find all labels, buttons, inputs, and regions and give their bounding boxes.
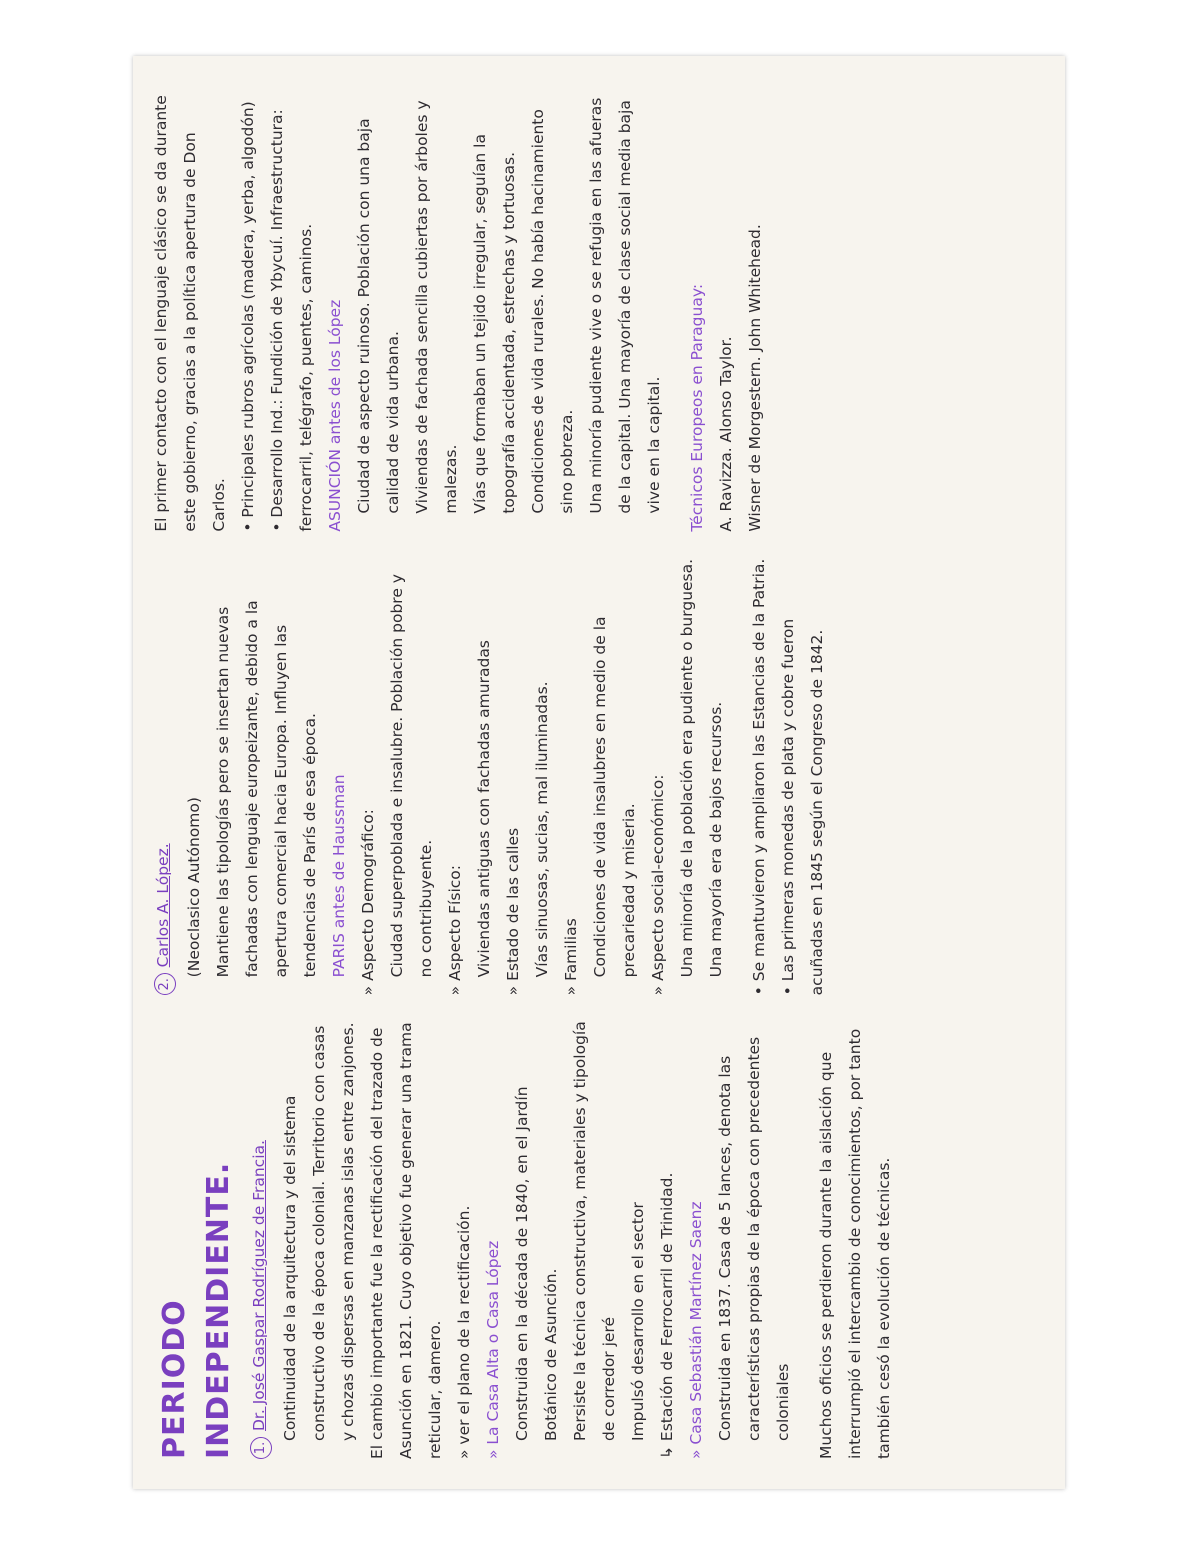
section-1-paragraph-3: » ver el plano de la rectificación. (455, 1205, 473, 1459)
tecnicos-text-2: Wisner de Morgestern. John Whitehead. (746, 224, 764, 532)
streets-text: Vías sinuosas, sucias, mal iluminadas. (533, 681, 551, 978)
asuncion-text-1: Ciudad de aspecto ruinoso. Población con una baja calidad de vida urbana. (355, 118, 402, 514)
streets-label: » Estado de las calles (504, 827, 522, 996)
oficios-text: Muchos oficios se perdieron durante la aislación que interrumpió el intercambio de conocimientos, por tanto también cesó la evolución de técnicas. (817, 1028, 893, 1459)
page-title: PERIODO INDEPENDIENTE. (157, 1161, 236, 1459)
section-1-name: Dr. José Gaspar Rodríguez de Francia. (250, 1140, 268, 1431)
asuncion-heading: ASUNCIÓN antes de los López (326, 299, 344, 532)
section-2-bullet-2: • Las primeras monedas de plata y cobre fueron acuñadas en 1845 según el Congreso de 1842. (779, 618, 826, 996)
families-text: Condiciones de vida insalubres en medio de la precariedad y miseria. (591, 616, 638, 978)
demographic-label: » Aspecto Demográfico: (359, 809, 377, 996)
tecnicos-text-1: A. Ravizza. Alonso Taylor. (717, 336, 735, 532)
section-2-name: Carlos A. López. (154, 843, 172, 968)
casa-alta-text-2: Persiste la técnica constructiva, materiales y tipología de corredor jeré (571, 1021, 618, 1441)
asuncion-text-3: Vías que formaban un tejido irregular, seguían la topografía accidentada, estrechas y tortuosas. (471, 134, 518, 514)
families-label: » Familias (562, 918, 580, 996)
section-1-paragraph-1: Continuidad de la arquitectura y del sistema constructivo de la época colonial. Territorio con casas y chozas dispersas en manzanas islas entre zanjones. (281, 1022, 357, 1441)
casa-alta-heading: » La Casa Alta o Casa López (484, 1240, 502, 1459)
column-3 (147, 90, 1055, 532)
section-number-badge: 1. (250, 1437, 272, 1459)
paris-heading: PARIS antes de Haussman (330, 774, 348, 978)
physical-label: » Aspecto Físico: (446, 865, 464, 996)
social-text: Una minoría de la población era pudiente o burguesa. Una mayoría era de bajos recursos. (678, 558, 725, 978)
asuncion-text-5: Una minoría pudiente vive o se refugia en las afueras de la capital. Una mayoría de clase social media baja vive en la capital. (587, 97, 663, 514)
casa-sebastian-heading: » Casa Sebastián Martínez Saenz (687, 1201, 705, 1459)
casa-alta-text-1: Construida en la década de 1840, en el Jardín Botánico de Asunción. (513, 1086, 560, 1441)
section-2-bullet-1: • Se mantuvieron y ampliaron las Estancias de la Patria. (750, 558, 768, 996)
section-number-badge: 2. (154, 973, 176, 995)
section-2-heading (149, 554, 178, 996)
asuncion-text-4: Condiciones de vida rurales. No había hacinamiento sino pobreza. (529, 109, 576, 514)
asuncion-text-2: Viviendas de fachada sencilla cubiertas por árboles y malezas. (413, 100, 460, 514)
section-3-bullet-2: • Desarrollo Ind.: Fundición de Ybycuí. Infraestructura: ferrocarril, telégrafo, puentes, caminos. (268, 109, 315, 532)
rotated-notes (133, 56, 1065, 1489)
tecnicos-heading: Técnicos Europeos en Paraguay: (688, 283, 706, 532)
physical-text: Viviendas antiguas con fachadas amuradas (475, 640, 493, 978)
casa-alta-text-4: ↳ Estación de Ferrocarril de Trinidad. (658, 1172, 676, 1459)
demographic-text: Ciudad superpoblada e insalubre. Población pobre y no contribuyente. (388, 574, 435, 978)
section-1-paragraph-2: El cambio importante fue la rectificación del trazado de Asunción en 1821. Cuyo objetivo fue generar una trama reticular, damero. (368, 1022, 444, 1459)
section-3-text-1: El primer contacto con el lenguaje clásico se da durante este gobierno, gracias a la política apertura de Don Carlos. (152, 95, 228, 532)
section-3-bullet-1: • Principales rubros agrícolas (madera, yerba, algodón) (239, 101, 257, 532)
section-2-text-1: Mantiene las tipologías pero se insertan nuevas fachadas con lenguaje europeizante, debido a la apertura comercial hacia Europa. Influyen las tendencias de París de esa época. (214, 600, 319, 978)
section-1-heading (245, 1017, 274, 1459)
casa-sebastian-text: Construida en 1837. Casa de 5 lances, denota las características propias de la época con precedentes coloniales (716, 1036, 792, 1441)
column-2 (147, 554, 1055, 996)
notebook-page (133, 56, 1065, 1489)
social-label: » Aspecto social-económico: (649, 774, 667, 996)
casa-alta-text-3: Impulsó desarrollo en el sector (629, 1202, 647, 1441)
section-2-subtitle: (Neoclasico Autónomo) (185, 797, 203, 978)
column-1 (147, 1017, 1055, 1459)
